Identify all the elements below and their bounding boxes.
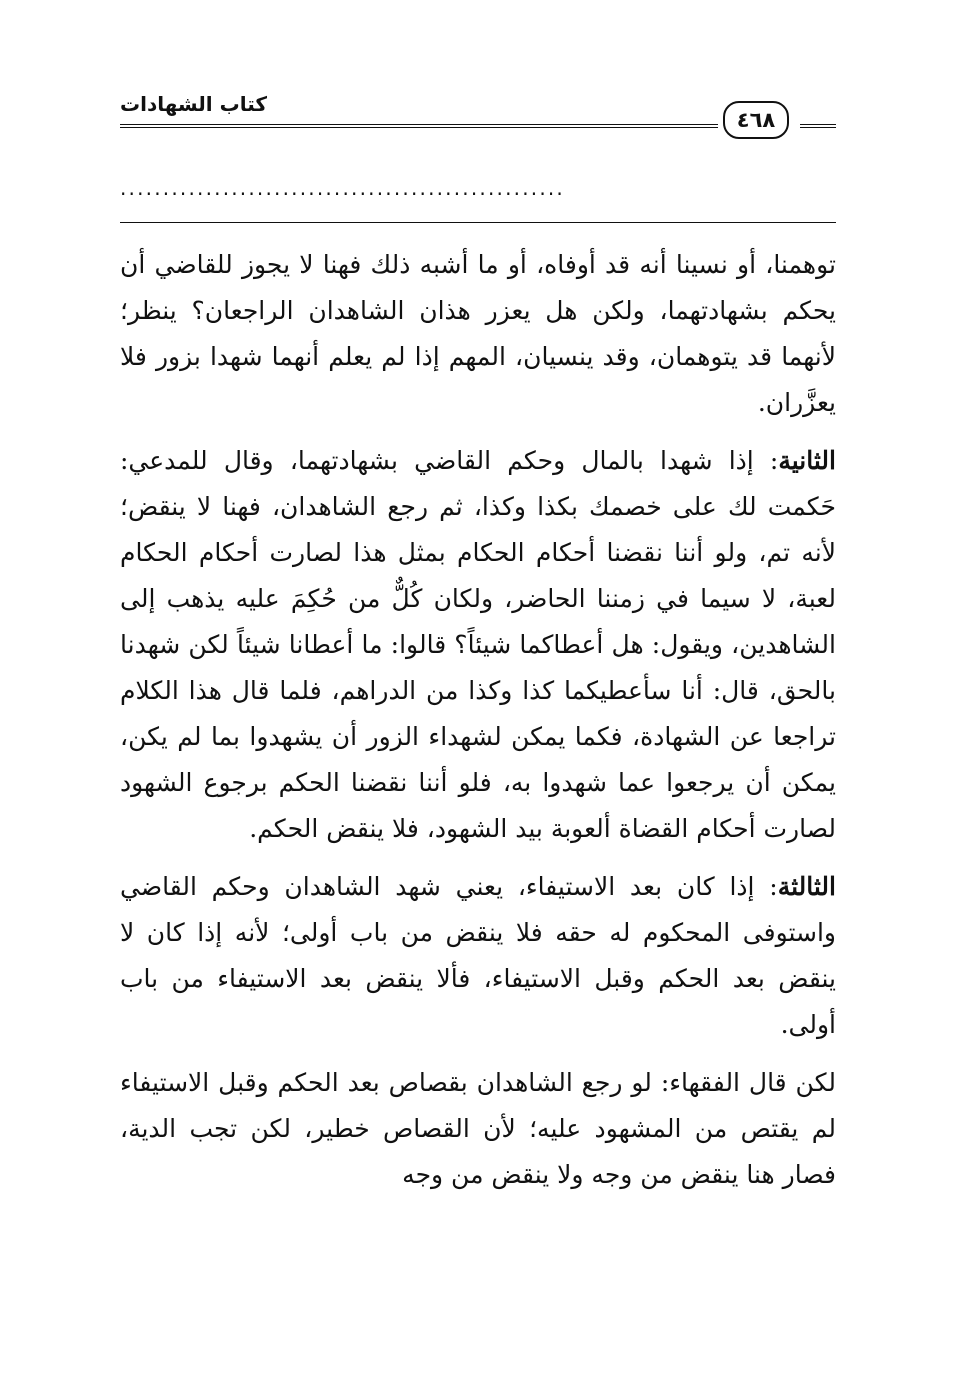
- paragraph-lead: الثالثة: [777, 872, 836, 901]
- page-number: ٤٦٨: [723, 101, 789, 139]
- paragraph: [120, 438, 836, 852]
- paragraph-text: توهمنا، أو نسينا أنه قد أوفاه، أو ما أشبه ذلك فهنا لا يجوز للقاضي أن يحكم بشهادتهما، ولكن هل يعزر هذان الشاهدان الراجعان؟ ينظر؛ لأنهما قد يتوهمان، وقد ينسيان، المهم إذا لم يعلم أنهما شهدا بزور فلا يعزَّران.: [120, 250, 836, 417]
- paragraph-lead: الثانية: [778, 446, 836, 475]
- paragraph-text: لكن قال الفقهاء: لو رجع الشاهدان بقصاص بعد الحكم وقبل الاستيفاء لم يقتص من المشهود عليه؛ لأن القصاص خطير، لكن تجب الدية، فصار هنا ينقض من وجه ولا ينقض من وجه: [120, 1068, 836, 1189]
- paragraph: [120, 242, 836, 426]
- paragraph-text: : إذا شهدا بالمال وحكم القاضي بشهادتهما، وقال للمدعي: حَكمت لك على خصمك بكذا وكذا، ثم رجع الشاهدان، فهنا لا ينقض؛ لأنه تم، ولو أننا نقضنا أحكام الحكام بمثل هذا لصارت أحكام الحكام لعبة، لا سيما في زمننا الحاضر، ولكان كُلٌّ من حُكِمَ عليه يذهب إلى الشاهدين، ويقول: هل أعطاكما شيئاً؟ قالوا: ما أعطانا شيئاً لكن شهدنا بالحق، قال: أنا سأعطيكما كذا وكذا من الدراهم، فلما قال هذا الكلام تراجعا عن الشهادة، فكما يمكن لشهداء الزور أن يشهدوا بما لم يكن، يمكن أن يرجعوا عما شهدوا به، فلو أننا نقضنا الحكم برجوع الشهود لصارت أحكام القضاة ألعوبة بيد الشهود، فلا ينقض الحكم.: [120, 446, 836, 843]
- paragraph: [120, 864, 836, 1048]
- header-double-rule: [120, 124, 718, 128]
- running-header-title: كتاب الشهادات: [120, 92, 268, 116]
- separator-line: [120, 222, 836, 223]
- dotted-line: ....................................................: [120, 176, 565, 200]
- header-double-rule-right: [800, 124, 836, 128]
- paragraph-text: : إذا كان بعد الاستيفاء، يعني شهد الشاهدان وحكم القاضي واستوفى المحكوم له حقه فلا ينقض من باب أولى؛ لأنه إذا كان لا ينقض بعد الحكم وقبل الاستيفاء، فألا ينقض بعد الاستيفاء من باب أولى.: [120, 872, 836, 1039]
- paragraph: [120, 1060, 836, 1198]
- body-text: [120, 242, 836, 1210]
